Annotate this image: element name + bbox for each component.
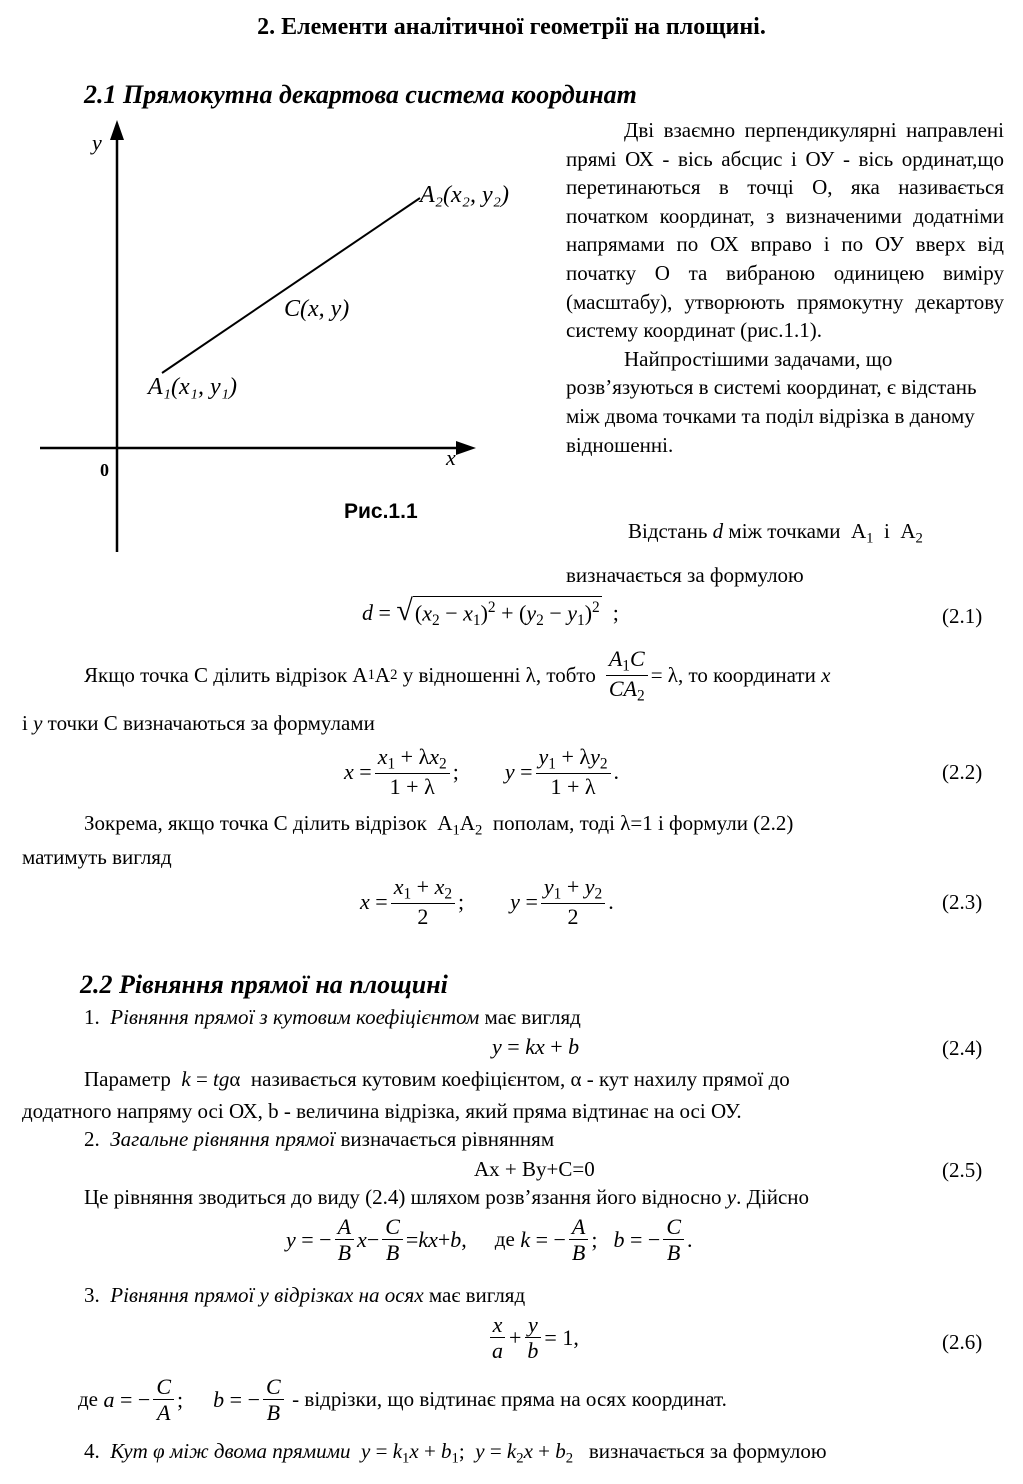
- reduce-y-symbol: y: [726, 1185, 737, 1209]
- item-3-italic: Рівняння прямої у відрізках на осях: [110, 1283, 424, 1307]
- item-3: [84, 1282, 525, 1309]
- division-text-start: Якщо точка С ділить відрізок: [84, 663, 348, 688]
- figure-caption: Рис.1.1: [344, 500, 418, 523]
- item-3-rest: має вигляд: [428, 1283, 526, 1307]
- y-axis-arrow: [110, 120, 124, 140]
- coordinate-y-symbol: y: [33, 711, 43, 735]
- formula-general: Ax + By+C=0: [474, 1157, 595, 1181]
- formula-reduction: y = − $\frac{A}{B}$ x − $\frac{C}{B}$ = kx + b , де k = − $\frac{A}{B}$ ; b = − $\frac{C}{B}$ .: [286, 1214, 693, 1266]
- paragraph-tasks: Найпростішими задачами, що розв’язуються в системі координат, є відстань між двома точками та поділ відрізка в даному відношенні.: [566, 346, 977, 457]
- item-4-number: 4.: [84, 1439, 100, 1463]
- formula-slope-intercept: y = kx + b: [492, 1034, 580, 1059]
- reduce-text-start: Це рівняння зводиться до виду (2.4) шляхом розв’язання його відносно: [84, 1185, 722, 1209]
- eq-number-2-4: (2.4): [942, 1036, 983, 1060]
- coordinate-figure: [36, 120, 509, 560]
- y-axis-label: y: [92, 130, 102, 155]
- parameter-word: Параметр: [84, 1067, 171, 1091]
- item-1-rest: має вигляд: [484, 1005, 581, 1029]
- midpoint-line-2: матимуть вигляд: [22, 845, 172, 869]
- item-4-rest: визначається за формулою: [588, 1439, 827, 1463]
- division-line-2: [22, 710, 375, 737]
- item-4-italic: Кут φ між двома прямими: [110, 1439, 351, 1463]
- formula-distance: $d = √(x_2 - x_1)^2 + (y_2 - y_1)^2$ ;: [362, 594, 619, 629]
- item-1: [84, 1004, 581, 1031]
- coordinate-x-symbol: x: [821, 663, 831, 688]
- and-word-2: і: [22, 711, 28, 735]
- distance-formula-intro: визначається за формулою: [566, 563, 804, 587]
- item-2: [84, 1126, 554, 1153]
- eq-number-2-6: (2.6): [942, 1330, 983, 1354]
- x-axis-arrow: [456, 441, 476, 455]
- item-4: 4. Кут φ між двома прямими $y = k_1x + b_1$; $y = k_2x + b_2$ визначається за формулою: [84, 1439, 827, 1467]
- parameter-line-2: додатного напряму осі ОХ, b - величина відрізка, який пряма відтинає на осі ОУ.: [22, 1099, 742, 1123]
- item-1-number: 1.: [84, 1005, 100, 1029]
- midpoint-text-end: пополам, тоді λ=1 і формули (2.2): [492, 811, 794, 835]
- reduce-text-end: . Дійсно: [736, 1185, 810, 1209]
- formula-intercepts: $\frac{x}{a}$ + $\frac{y}{b}$ = 1,: [486, 1312, 579, 1364]
- and-word: і: [883, 519, 890, 543]
- parameter-line-1: Параметр k = tgα називається кутовим коефіцієнтом, α - кут нахилу прямої до: [84, 1067, 790, 1091]
- item-3-number: 3.: [84, 1283, 100, 1307]
- between-points-text: між точками: [728, 519, 841, 543]
- parameter-line-1-rest: називається кутовим коефіцієнтом, α - кут нахилу прямої до: [250, 1067, 790, 1091]
- origin-label: 0: [100, 460, 109, 480]
- midpoint-text-start: Зокрема, якщо точка С ділить відрізок: [84, 811, 427, 835]
- paragraph-definition: Дві взаємно перпендикулярні направлені прямі ОХ - вісь абсцис і ОУ - вісь ординат,що перетинаються в точці О, яка називається початком координат, з визначеними додатніми напрямами по ОХ вправо і по ОУ вверх від початку О та вибраною одиницею виміру (масштабу), утворюють прямокутну декартову систему координат (рис.1.1).: [566, 118, 1004, 343]
- section-heading-2-1: 2.1 Прямокутна декартова система координат: [84, 80, 637, 109]
- division-line-2-rest: точки С визначаються за формулами: [47, 711, 375, 735]
- segment-a1-a2: [162, 198, 420, 373]
- intro-text: [566, 116, 1004, 459]
- distance-word: Відстань: [628, 519, 708, 543]
- item-2-rest: визначається рівнянням: [340, 1127, 555, 1151]
- intercepts-where-word: де: [78, 1387, 99, 1412]
- where-word: де: [494, 1227, 515, 1252]
- reduce-text: [84, 1184, 809, 1211]
- item-2-number: 2.: [84, 1127, 100, 1151]
- division-text-end: , то координати: [677, 663, 816, 688]
- eq-number-2-2: (2.2): [942, 760, 983, 784]
- item-2-italic: Загальне рівняння прямої: [110, 1127, 336, 1151]
- distance-intro: Відстань d між точками $A_1$ і $A_2$: [628, 519, 923, 547]
- eq-number-2-3: (2.3): [942, 890, 983, 914]
- point-c-label: C(x, y): [284, 296, 350, 322]
- eq-number-2-5: (2.5): [942, 1158, 983, 1182]
- page-title: 2. Елементи аналітичної геометрії на площині.: [257, 14, 766, 40]
- eq-number-2-1: (2.1): [942, 604, 983, 628]
- division-text: Якщо точка С ділить відрізок A 1 A 2 у відношенні λ, тобто $\frac{A_1C}{CA_2}$ = λ , то координати x: [84, 646, 831, 705]
- intercepts-definition: де a = − $\frac{C}{A}$ ; b = − $\frac{C}{B}$ - відрізки, що відтинає пряма на осях координат.: [78, 1374, 727, 1426]
- distance-symbol: d: [712, 519, 724, 543]
- section-heading-2-2: 2.2 Рівняння прямої на площині: [80, 970, 448, 999]
- item-1-italic: Рівняння прямої з кутовим коефіцієнтом: [110, 1005, 480, 1029]
- point-a2-label: A₂(x₂, y₂): [420, 182, 509, 208]
- point-a1-label: A₁(x₁, y₁): [148, 374, 237, 400]
- division-text-mid: у відношенні λ, тобто: [402, 663, 596, 688]
- midpoint-text: Зокрема, якщо точка С ділить відрізок $A_1A_2$ пополам, тоді λ=1 і формули (2.2): [84, 811, 794, 839]
- intercepts-rest: - відрізки, що відтинає пряма на осях координат.: [292, 1387, 727, 1412]
- formula-midpoint: x = $\frac{x_1 + x_2}{2}$ ; y = $\frac{y_1 + y_2}{2}$ .: [360, 874, 614, 930]
- formula-division: x = $\frac{x_1 + \lambda x_2}{1 + \lambda}$ ; y = $\frac{y_1 + \lambda y_2}{1 + \lambda}$ .: [344, 744, 620, 800]
- x-axis-label: x: [446, 445, 456, 470]
